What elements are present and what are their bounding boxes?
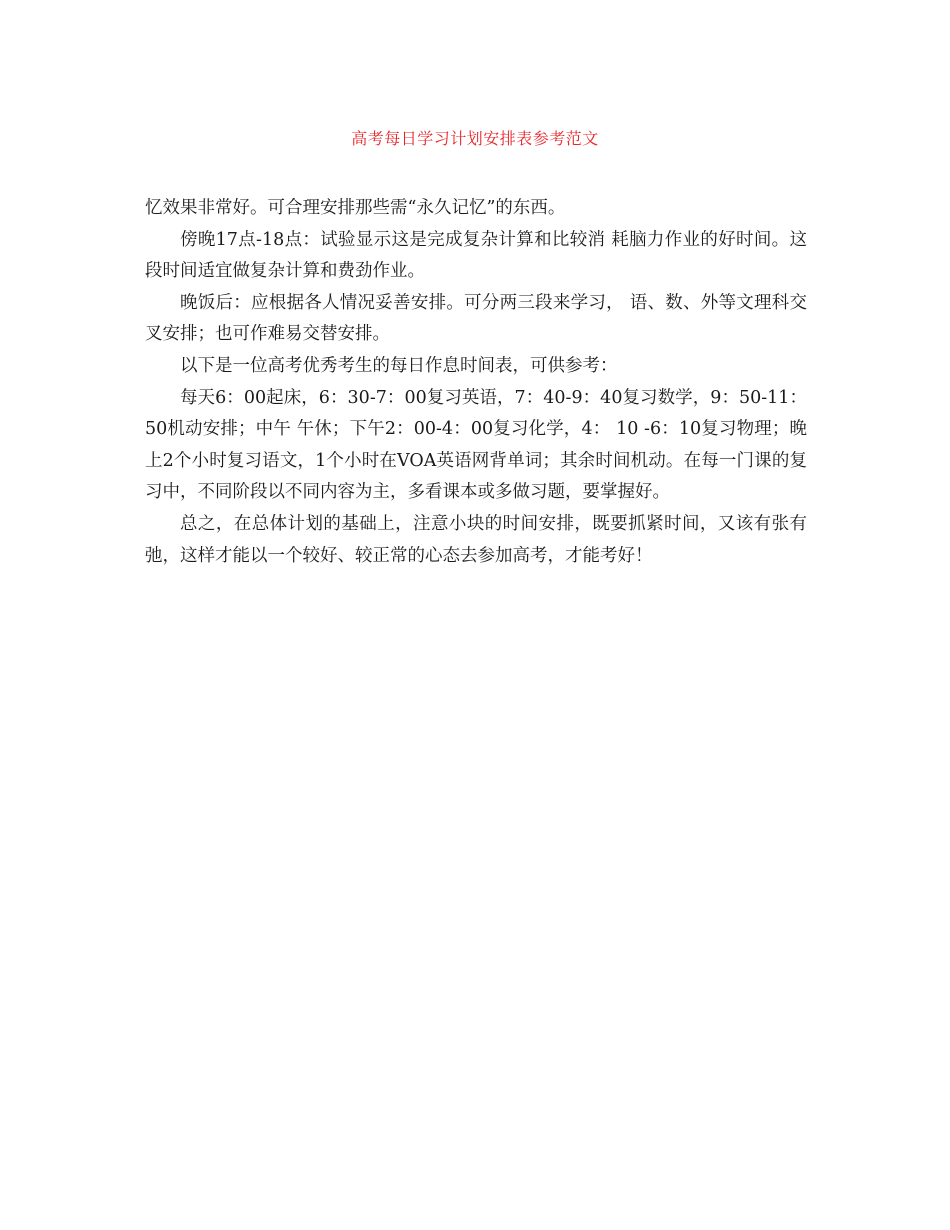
paragraph-conclusion: 总之，在总体计划的基础上，注意小块的时间安排，既要抓紧时间，又该有张有弛，这样才能以一个较好、较正常的心态去参加高考，才能考好！ <box>145 513 807 566</box>
paragraph-evening-study: 傍晚17点-18点：试验显示这是完成复杂计算和比较消 耗脑力作业的好时间。这段时间适宜做复杂计算和费劲作业。 <box>145 229 807 282</box>
document-title: 高考每日学习计划安排表参考范文 <box>351 129 599 148</box>
paragraph-after-dinner: 晚饭后：应根据各人情况妥善安排。可分两三段来学习， 语、数、外等文理科交叉安排；也可作难易交替安排。 <box>145 292 807 345</box>
document-body <box>145 193 807 572</box>
paragraph-continued-memory: 忆效果非常好。可合理安排那些需“永久记忆”的东西。 <box>145 198 566 218</box>
paragraph-daily-schedule: 每天6：00起床，6：30-7：00复习英语，7：40-9：40复习数学，9：50-11：50机动安排；中午 午休；下午2：00-4：00复习化学，4： 10 -6：10复习物理；晚上2个小时复习语文，1个小时在VOA英语网背单词；其余时间机动。在每一门课的复习中，不同阶段以不同内容为主，多看课本或多做习题，要掌握好。 <box>145 387 807 503</box>
paragraph-schedule-intro: 以下是一位高考优秀考生的每日作息时间表，可供参考： <box>180 355 618 376</box>
